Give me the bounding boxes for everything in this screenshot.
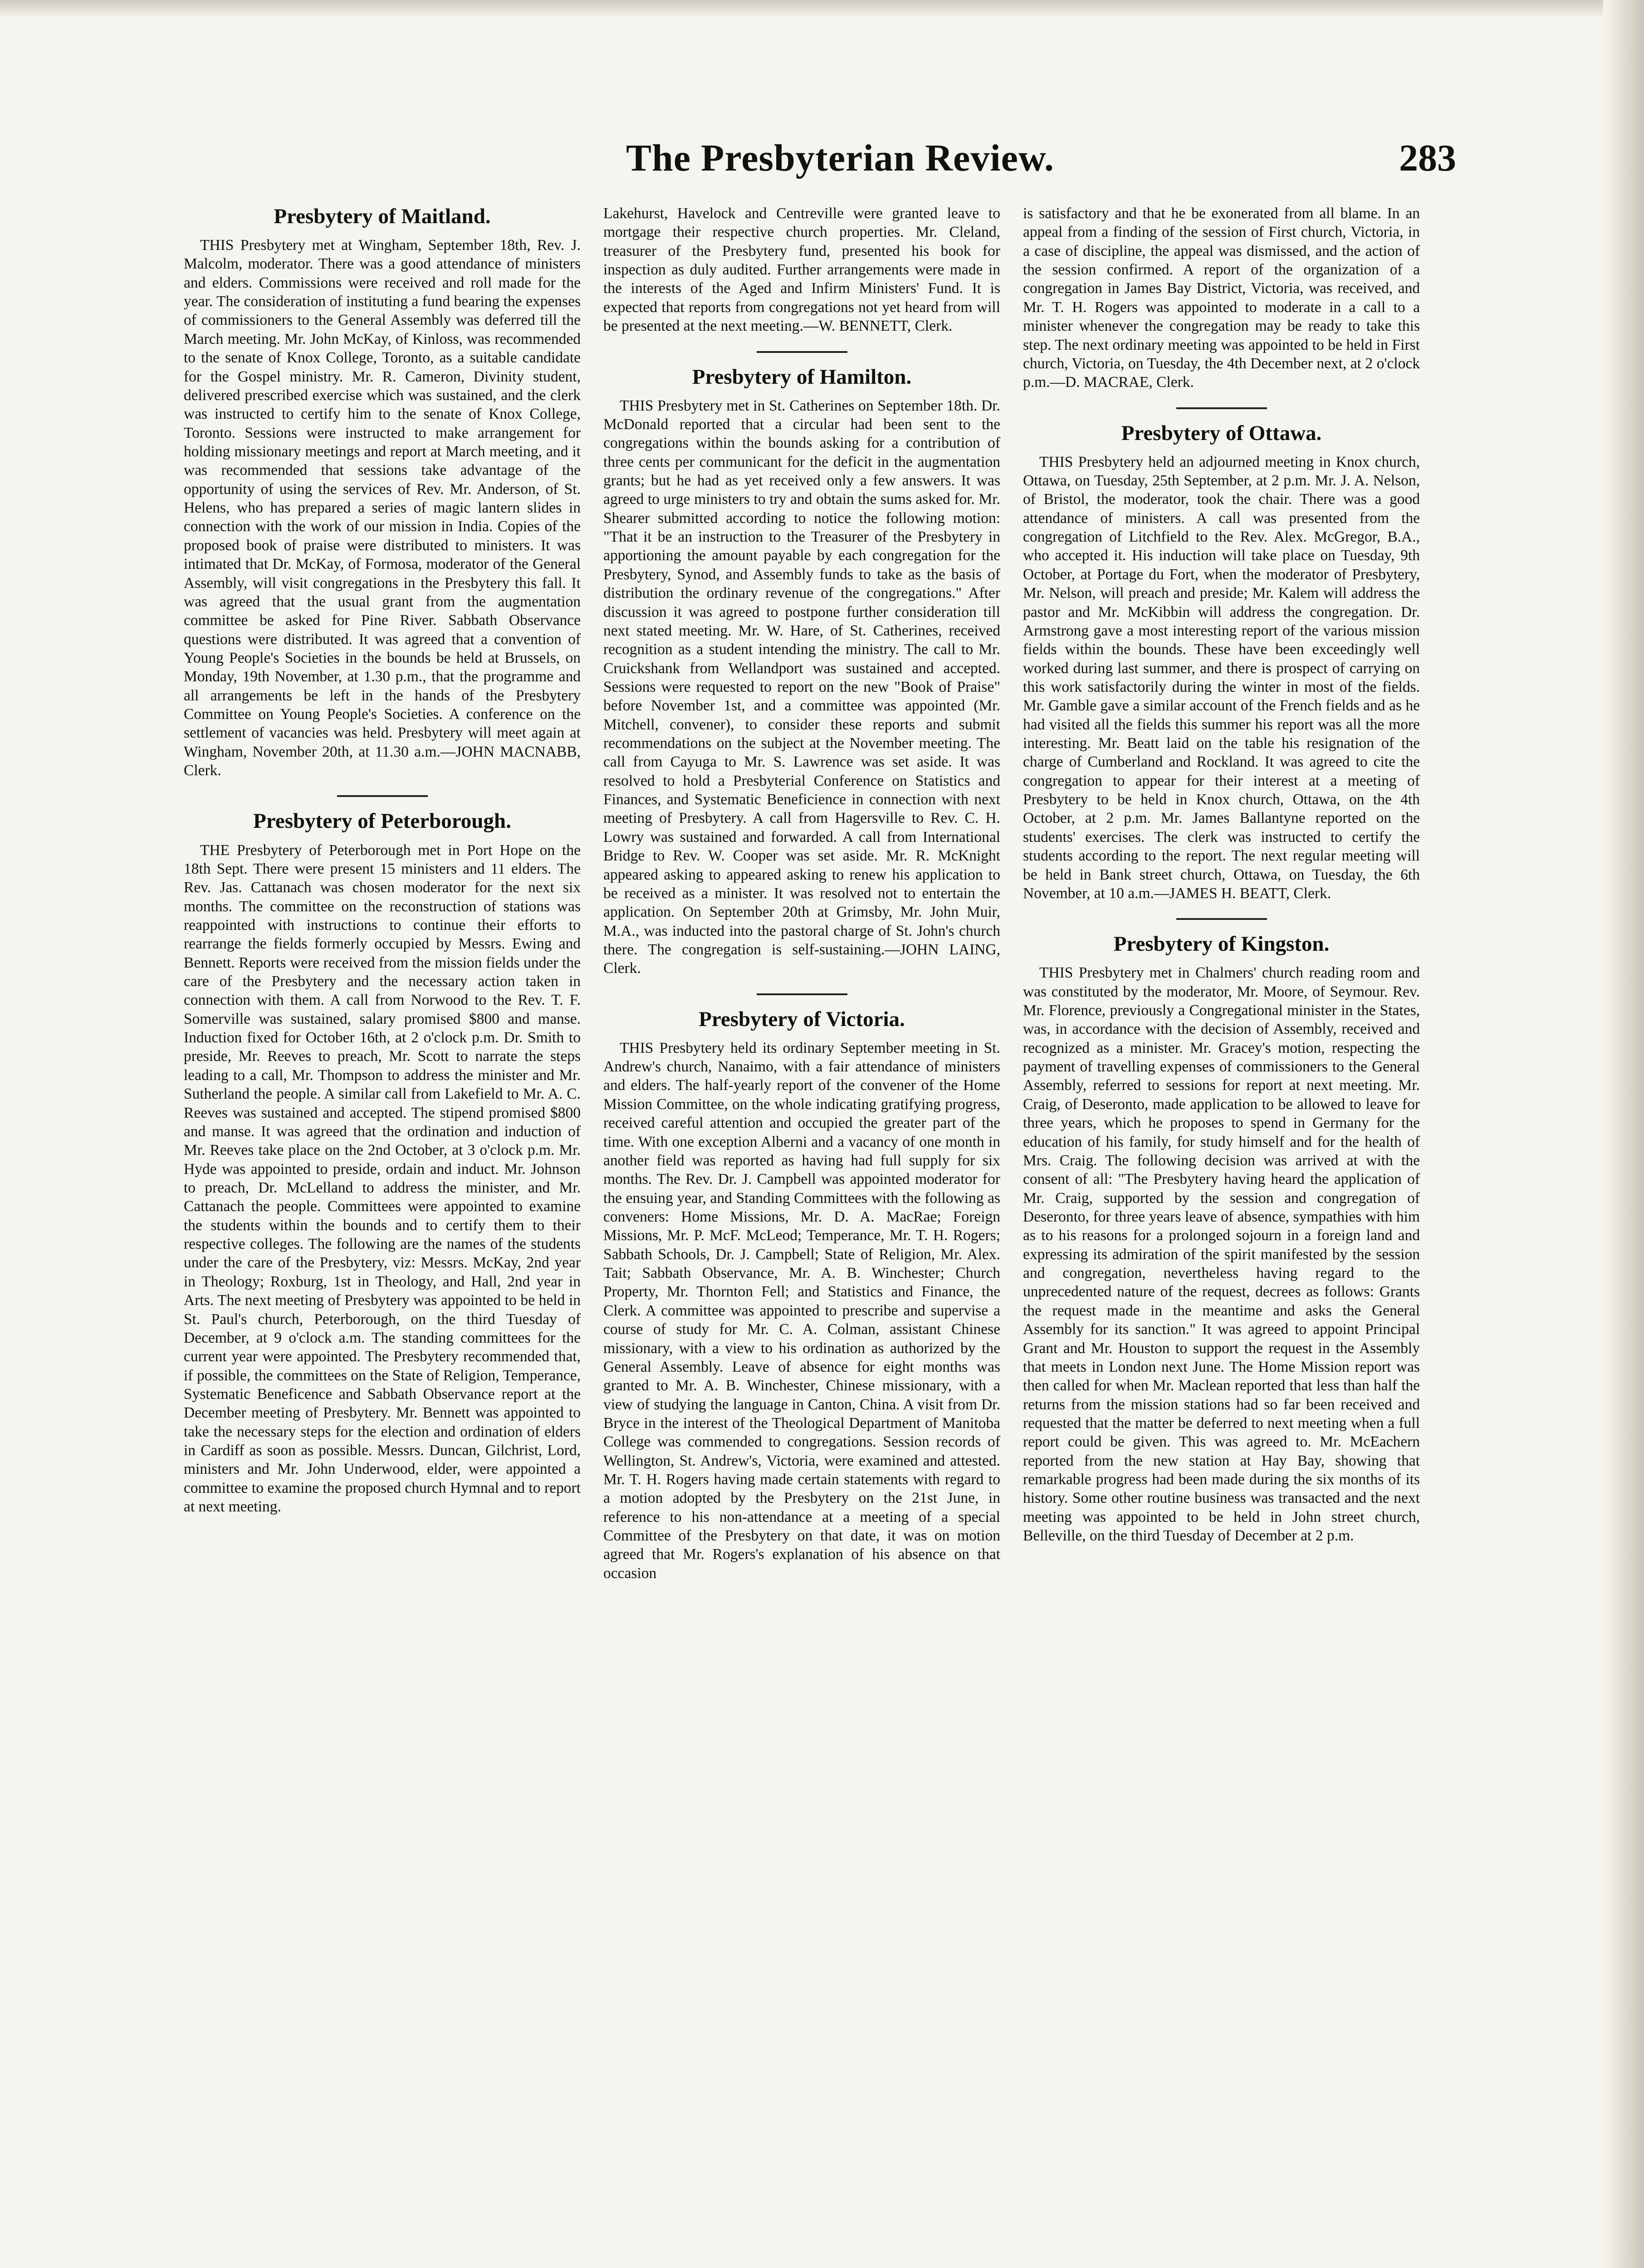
page-number: 283 [1399,137,1456,179]
column-1 [184,204,581,2268]
section-divider [757,351,847,353]
article-maitland [184,204,581,780]
article-heading: Presbytery of Kingston. [1113,932,1330,956]
article-body: THE Presbytery of Peterborough met in Port Hope on the 18th Sept. There were present 15 ministers and 11 elders. The Rev. Jas. Cattanach was chosen moderator for the next six months. The committee on the reconstruction of stations was reappointed with instructions to continue their efforts to rearrange the fields formerly occupied by Messrs. Ewing and Bennett. Reports were received from the mission fields under the care of the Presbytery and the necessary action taken in connection with them. A call from Norwood to the Rev. T. F. Somerville was sustained, salary promised $800 and manse. Induction fixed for October 16th, at 2 o'clock p.m. Dr. Smith to preside, Mr. Reeves to preach, Mr. Scott to narrate the steps leading to a call, Mr. Thompson to address the minister and Mr. Sutherland the people. A similar call from Lakefield to Mr. A. C. Reeves was sustained and accepted. The stipend promised $800 and manse. It was agreed that the ordination and induction of Mr. Reeves take place on the 2nd October, at 3 o'clock p.m. Mr. Hyde was appointed to preside, ordain and induct. Mr. Johnson to preach, Dr. McLelland to address the minister, and Mr. Cattanach the people. Committees were appointed to examine the students within the bounds and to certify them to their respective colleges. The following are the names of the students under the care of the Presbytery, viz: Messrs. McKay, 2nd year in Theology; Roxburg, 1st in Theology, and Hall, 2nd year in Arts. The next meeting of Presbytery was appointed to be held in St. Paul's church, Peterborough, on the third Tuesday of December, at 9 o'clock a.m. The standing committees for the current year were appointed. The Presbytery recommended that, if possible, the committees on the State of Religion, Temperance, Systematic Beneficence and Sabbath Observance report at the December meeting of Presbytery. Mr. Bennett was appointed to take the necessary steps for the election and ordination of elders in Cardiff as soon as possible. Messrs. Duncan, Gilchrist, Lord, ministers and Mr. John Underwood, elder, were appointed a committee to examine the proposed church Hymnal and to report at next meeting. [184,841,581,1515]
article-ottawa [1023,421,1420,903]
column-2 [603,204,1000,2268]
article-heading: Presbytery of Victoria. [699,1007,905,1031]
article-heading: Presbytery of Ottawa. [1121,421,1322,445]
article-body: is satisfactory and that he be exonerated from all blame. In an appeal from a finding of the session of First church, Victoria, in a case of discipline, the appeal was dismissed, and the action of the session confirmed. A report of the organization of a congregation in James Bay District, Victoria, was received, and Mr. T. H. Rogers was appointed to moderate in a call to a minister whenever the congregation may be ready to take this step. The next ordinary meeting was appointed to be held in First church, Victoria, on Tuesday, the 4th December next, at 2 o'clock p.m.—D. MACRAE, Clerk. [1023,205,1420,391]
section-divider [757,993,847,995]
article-hamilton [603,365,1000,978]
article-body: THIS Presbytery met in St. Catherines on September 18th. Dr. McDonald reported that a circular had been sent to the congregations within the bounds asking for a contribution of three cents per communicant for the deficit in the augmentation grants; but he had as yet received only a few answers. It was agreed to urge ministers to try and obtain the sums asked for. Mr. Shearer submitted according to notice the following motion: "That it be an instruction to the Treasurer of the Presbytery in apportioning the amount payable by each congregation for the Presbytery, Synod, and Assembly funds to take as the basis of distribution the ordinary revenue of the congregations." After discussion it was agreed to postpone further consideration till next stated meeting. Mr. W. Hare, of St. Catherines, received recognition as a student intending the ministry. The call to Mr. Cruickshank from Wellandport was sustained and accepted. Sessions were requested to report on the new "Book of Praise" before November 1st, and a committee was appointed (Mr. Mitchell, convener), to consider these reports and submit recommendations on the subject at the November meeting. The call from Cayuga to Mr. S. Lawrence was set aside. It was resolved to hold a Presbyterial Conference on Statistics and Finances, and Systematic Beneficience in connection with next meeting of Presbytery. A call from Hagersville to Rev. C. H. Lowry was sustained and forwarded. A call from International Bridge to Rev. W. Cooper was set aside. Mr. R. McKnight appeared asking to appeared asking to renew his application to be received as a minister. It was resolved not to entertain the application. On September 20th at Grimsby, Mr. John Muir, M.A., was inducted into the pastoral charge of St. John's church there. The congregation is self-sustaining.—JOHN LAING, Clerk. [603,397,1000,977]
article-heading: Presbytery of Maitland. [274,205,491,228]
article-peterborough [184,809,581,1516]
section-divider [1176,918,1267,920]
article-victoria-continued [1023,204,1420,392]
running-title: The Presbyterian Review. [626,137,1054,179]
article-kingston [1023,932,1420,1545]
article-body: Lakehurst, Havelock and Centreville were granted leave to mortgage their respective church properties. Mr. Cleland, treasurer of the Presbytery fund, presented his book for inspection as duly audited. Further arrangements were made in the interests of the Aged and Infirm Ministers' Fund. It is expected that reports from congregations not yet heard from will be presented at the next meeting.—W. BENNETT, Clerk. [603,205,1000,335]
article-body: THIS Presbytery held its ordinary September meeting in St. Andrew's church, Nanaimo, with a fair attendance of ministers and elders. The half-yearly report of the convener of the Home Mission Committee, on the whole indicating gratifying progress, received careful attention and occupied the greater part of the time. With one exception Alberni and a vacancy of one month in another field was reported as having had full supply for six months. The Rev. Dr. J. Campbell was appointed moderator for the ensuing year, and Standing Committees with the following as conveners: Home Missions, Mr. D. A. MacRae; Foreign Missions, Mr. P. McF. McLeod; Temperance, Mr. T. H. Rogers; Sabbath Schools, Dr. J. Campbell; State of Religion, Mr. Alex. Tait; Sabbath Observance, Mr. A. B. Winchester; Church Property, Mr. Thornton Fell; and Statistics and Finance, the Clerk. A committee was appointed to prescribe and supervise a course of study for Mr. C. A. Colman, assistant Chinese missionary, with a view to his ordination as authorized by the General Assembly. Leave of absence for eight months was granted to Mr. A. B. Winchester, Chinese missionary, with a view of studying the language in Canton, China. A visit from Dr. Bryce in the interest of the Theological Department of Manitoba College was commended to congregations. Session records of Wellington, St. Andrew's, Victoria, were examined and attested. Mr. T. H. Rogers having made certain statements with regard to a motion adopted by the Presbytery on the 21st June, in reference to his non-attendance at a meeting of a special Committee of the Presbytery on that date, it was on motion agreed that Mr. Rogers's explanation of his absence on that occasion [603,1039,1000,1582]
article-body: THIS Presbytery met at Wingham, September 18th, Rev. J. Malcolm, moderator. There was a good attendance of ministers and elders. Commissions were received and roll made for the year. The consideration of instituting a fund bearing the expenses of commissioners to the General Assembly was deferred till the March meeting. Mr. John McKay, of Kinloss, was recommended to the senate of Knox College, Toronto, as a suitable candidate for the Gospel ministry. Mr. R. Cameron, Divinity student, delivered prescribed exercise which was sustained, and the clerk was instructed to certify him to the senate of Knox College, Toronto. Sessions were instructed to make arrangement for holding missionary meetings and report at March meeting, and it was recommended that sessions take advantage of the opportunity of using the services of Rev. Mr. Anderson, of St. Helens, who has prepared a series of magic lantern slides in connection with the work of our mission in India. Copies of the proposed book of praise were distributed to ministers. It was intimated that Dr. McKay, of Formosa, moderator of the General Assembly, will visit congregations in the Presbytery this fall. It was agreed that the usual grant from the augmentation committee be asked for Pine River. Sabbath Observance questions were distributed. It was agreed that a convention of Young People's Societies in the bounds be held at Brussels, on Monday, 19th November, at 1.30 p.m., that the programme and all arrangements be left in the hands of the Presbytery Committee on Young People's Societies. A conference on the settlement of vacancies was held. Presbytery will meet again at Wingham, November 20th, at 11.30 a.m.—JOHN MACNABB, Clerk. [184,237,581,779]
article-heading: Presbytery of Peterborough. [253,809,511,833]
article-body: THIS Presbytery held an adjourned meeting in Knox church, Ottawa, on Tuesday, 25th September, at 2 p.m. Mr. J. A. Nelson, of Bristol, the moderator, took the chair. There was a good attendance of ministers. A call was presented from the congregation of Litchfield to the Rev. Alex. McGregor, B.A., who accepted it. His induction will take place on Tuesday, 9th October, at Portage du Fort, when the moderator of Presbytery, Mr. Nelson, will preach and preside; Mr. Kalem will address the pastor and Mr. McKibbin will address the congregation. Dr. Armstrong gave a most interesting report of the various mission fields within the bounds. These have been exceedingly well worked during last summer, and there is prospect of carrying on this work satisfactorily during the winter in most of the fields. Mr. Gamble gave a similar account of the French fields and as he had visited all the fields this summer his report was all the more interesting. Mr. Beatt laid on the table his resignation of the charge of Cumberland and Rockland. It was agreed to cite the congregation to appear for their interest at a meeting of Presbytery to be held in Knox church, Ottawa, on the 4th October, at 2 p.m. Mr. James Ballantyne reported on the students' exercises. The clerk was instructed to certify the students according to the report. The next regular meeting will be held in Bank street church, Ottawa, on Tuesday, the 6th November, at 10 a.m.—JAMES H. BEATT, Clerk. [1023,453,1420,902]
article-body: THIS Presbytery met in Chalmers' church reading room and was constituted by the moderator, Mr. Moore, of Seymour. Rev. Mr. Florence, previously a Congregational minister in the States, was, in accordance with the decision of Assembly, received and recognized as a minister. Mr. Gracey's motion, respecting the payment of travelling expenses of commissioners to the General Assembly, referred to sessions for report at next meeting. Mr. Craig, of Deseronto, made application to be allowed to leave for three years, which he proposes to spend in Germany for the education of his family, for study himself and for the health of Mrs. Craig. The following decision was arrived at with the consent of all: "The Presbytery having heard the application of Mr. Craig, supported by the session and congregation of Deseronto, for three years leave of absence, sympathies with him as to his reasons for a prolonged sojourn in a foreign land and expressing its admiration of the spirit manifested by the session and congregation, nevertheless having regard to the unprecedented nature of the request, decrees as follows: Grants the request made in the meantime and asks the General Assembly for its sanction." It was agreed to appoint Principal Grant and Mr. Houston to support the request in the Assembly that meets in London next June. The Home Mission report was then called for when Mr. Maclean reported that less than half the returns from the mission stations had so far been received and requested that the matter be deferred to next meeting when a full report could be given. This was agreed to. Mr. McEachern reported from the new station at Hay Bay, showing that remarkable progress had been made during the six months of its history. Some other routine business was transacted and the next meeting was appointed to be held in John street church, Belleville, on the third Tuesday of December at 2 p.m. [1023,964,1420,1545]
section-divider [1176,407,1267,409]
column-3 [1023,204,1420,2268]
article-heading: Presbytery of Hamilton. [692,365,912,389]
article-victoria [603,1007,1000,1583]
section-divider [337,795,428,797]
article-peterborough-continued [603,204,1000,336]
